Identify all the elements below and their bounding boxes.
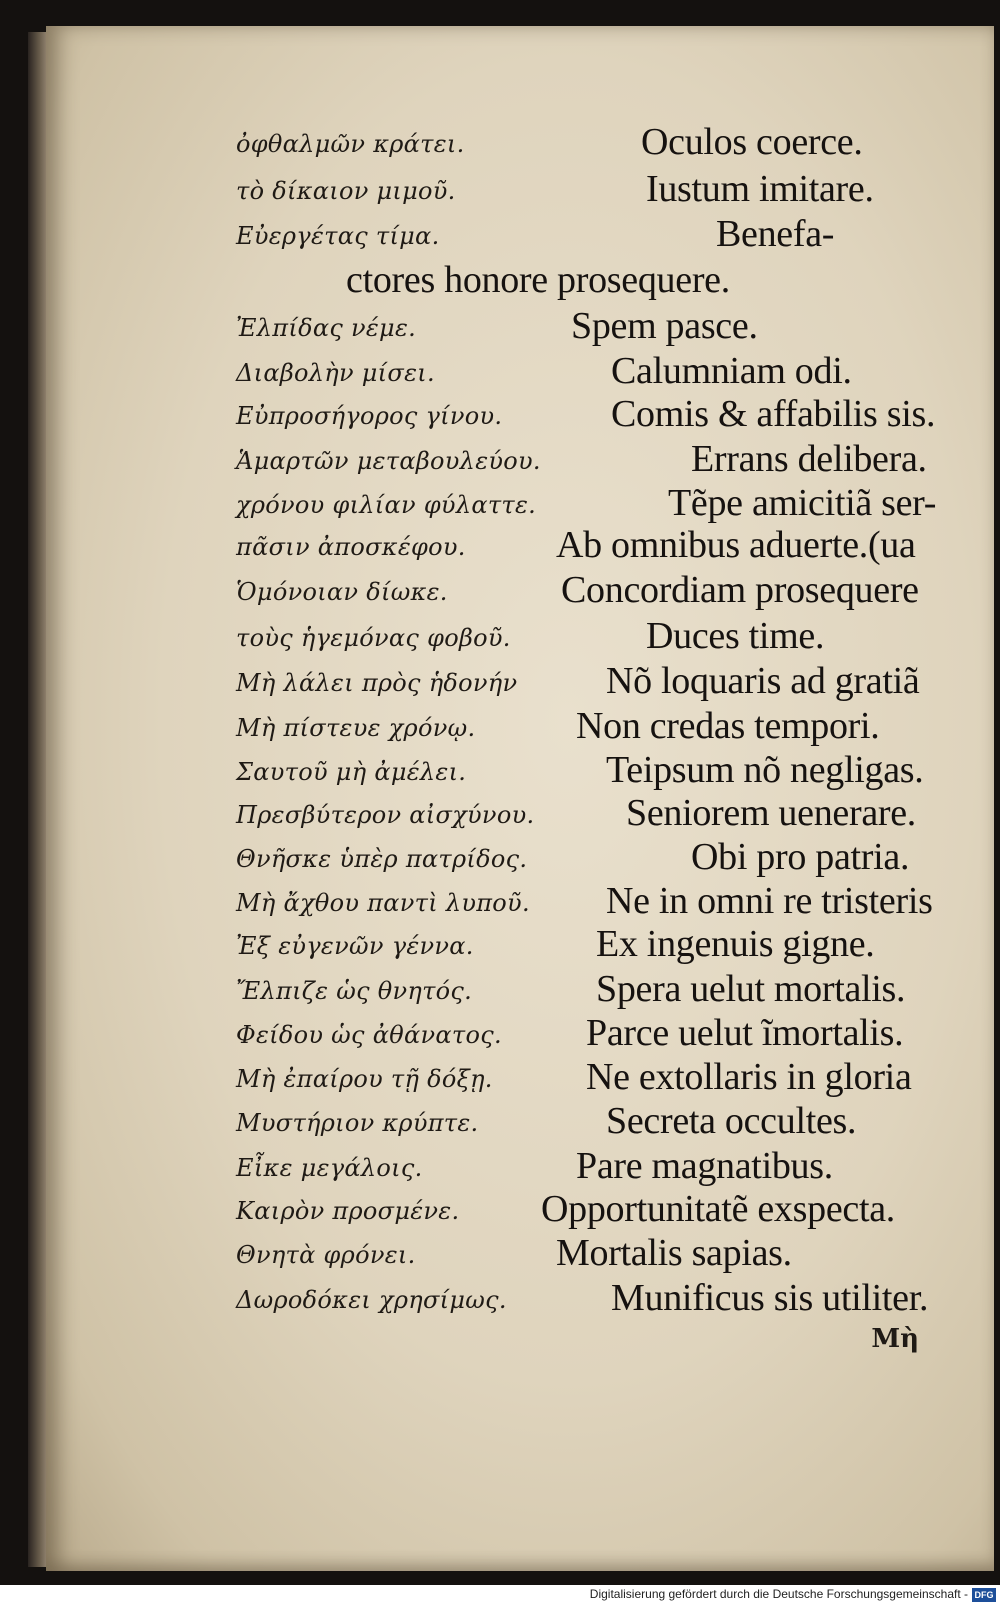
latin-translation: Spera uelut mortalis. (596, 968, 906, 1010)
latin-translation: Spem pasce. (571, 305, 758, 347)
latin-translation: Errans delibera. (691, 438, 927, 480)
text-line (236, 1231, 936, 1275)
greek-maxim: Μυστήριον κρύπτε. (236, 1109, 479, 1137)
latin-translation: Teipsum nõ negligas. (606, 749, 924, 791)
text-line (236, 748, 936, 792)
latin-translation: Parce uelut ĩmortalis. (586, 1012, 904, 1054)
latin-translation: Iustum imitare. (646, 168, 874, 210)
latin-translation: Secreta occultes. (606, 1100, 857, 1142)
latin-translation: ctores honore prosequere. (346, 259, 730, 301)
greek-maxim: πᾶσιν ἀποσκέφου. (236, 533, 466, 561)
text-line (236, 1011, 936, 1055)
greek-maxim: Μὴ λάλει πρὸς ἡδονήν (236, 669, 518, 697)
greek-maxim: Ἔλπιζε ὡς θνητός. (236, 977, 473, 1005)
text-line (236, 879, 936, 923)
text-line (236, 1187, 936, 1231)
text-line (236, 212, 936, 256)
greek-maxim: Θνητὰ φρόνει. (236, 1241, 416, 1269)
greek-maxim: τοὺς ἡγεμόνας φοβοῦ. (236, 624, 511, 652)
latin-translation: Oculos coerce. (641, 121, 863, 163)
text-line (236, 167, 936, 211)
greek-maxim: Μὴ ἄχθου παντὶ λυποῦ. (236, 889, 530, 917)
greek-maxim: Μὴ πίστευε χρόνῳ. (236, 714, 476, 742)
text-line (236, 614, 936, 658)
text-line (236, 1055, 936, 1099)
catchword: Μὴ (871, 1324, 919, 1354)
latin-translation: Ne in omni re tristeris (606, 880, 933, 922)
latin-translation: Ne extollaris in gloria (586, 1056, 912, 1098)
text-line (236, 1276, 936, 1320)
text-line (236, 304, 936, 348)
text-line (236, 258, 936, 302)
greek-maxim: Εὐπροσήγορος γίνου. (236, 402, 503, 430)
latin-translation: Opportunitatẽ exspecta. (541, 1188, 895, 1230)
digitization-credit: Digitalisierung gefördert durch die Deutsche Forschungsgemeinschaft - (589, 1587, 968, 1601)
dfg-logo: DFG (972, 1588, 996, 1602)
latin-translation: Obi pro patria. (691, 836, 910, 878)
greek-maxim: Πρεσβύτερον αἰσχύνου. (236, 801, 535, 829)
text-line (236, 704, 936, 748)
latin-translation: Tẽpe amicitiã ser- (668, 482, 937, 524)
greek-maxim: Δωροδόκει χρησίμως. (236, 1286, 507, 1314)
latin-translation: Comis & affabilis sis. (611, 393, 936, 435)
latin-translation: Non credas tempori. (576, 705, 880, 747)
latin-translation: Mortalis sapias. (556, 1232, 792, 1274)
latin-translation: Calumniam odi. (611, 350, 852, 392)
text-line (236, 1144, 936, 1188)
latin-translation: Munificus sis utiliter. (611, 1277, 929, 1319)
latin-translation: Ex ingenuis gigne. (596, 923, 875, 965)
greek-maxim: τὸ δίκαιον μιμοῦ. (236, 177, 456, 205)
greek-maxim: Μὴ ἐπαίρου τῇ δόξῃ. (236, 1065, 493, 1093)
text-line (236, 1099, 936, 1143)
latin-translation: Concordiam prosequere (561, 569, 919, 611)
latin-translation: Pare magnatibus. (576, 1145, 833, 1187)
greek-maxim: Ἐλπίδας νέμε. (236, 314, 417, 342)
greek-maxim: Ἐξ εὐγενῶν γέννα. (236, 932, 474, 960)
latin-translation: Ab omnibus aduerte.(ua (556, 524, 916, 566)
text-lines (46, 26, 994, 1571)
greek-maxim: Εἶκε μεγάλοις. (236, 1154, 423, 1182)
latin-translation: Seniorem uenerare. (626, 792, 917, 834)
latin-translation: Nõ loquaris ad gratiã (606, 660, 920, 702)
greek-maxim: Ἁμαρτῶν μεταβουλεύου. (236, 447, 541, 475)
text-line (236, 922, 936, 966)
text-line (236, 349, 936, 393)
greek-maxim: χρόνου φιλίαν φύλαττε. (236, 491, 537, 519)
text-line (236, 659, 936, 703)
footer-bar (0, 1585, 1000, 1605)
latin-translation: Duces time. (646, 615, 825, 657)
greek-maxim: ὀφθαλμῶν κράτει. (236, 130, 465, 158)
greek-maxim: Καιρὸν προσμένε. (236, 1197, 460, 1225)
text-line (236, 791, 936, 835)
greek-maxim: Σαυτοῦ μὴ ἀμέλει. (236, 758, 467, 786)
greek-maxim: Εὐεργέτας τίμα. (236, 222, 440, 250)
text-line (236, 568, 936, 612)
text-line (236, 392, 936, 436)
book-page (46, 26, 994, 1571)
greek-maxim: Διαβολὴν μίσει. (236, 359, 435, 387)
text-line (236, 437, 936, 481)
text-line (236, 120, 936, 164)
greek-maxim: Θνῆσκε ὑπὲρ πατρίδος. (236, 845, 528, 873)
greek-maxim: Φείδου ὡς ἀθάνατος. (236, 1021, 502, 1049)
greek-maxim: Ὁμόνοιαν δίωκε. (236, 578, 448, 606)
text-line (236, 835, 936, 879)
text-line (236, 523, 936, 567)
latin-translation: Benefa- (716, 213, 835, 255)
text-line (236, 481, 936, 525)
text-line (236, 967, 936, 1011)
